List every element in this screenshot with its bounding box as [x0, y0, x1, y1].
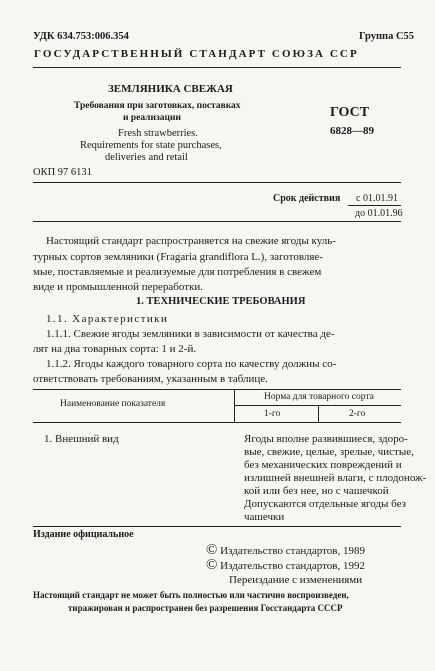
table-row-1-text-2: вые, свежие, целые, зрелые, чистые,: [244, 446, 414, 458]
table-row-1-text-1: Ягоды вполне развившиеся, здоро-: [244, 433, 408, 445]
copyright-symbol-icon: ©: [206, 542, 218, 558]
validity-divider: [33, 221, 401, 222]
table-row-1-text-3: без механических повреждений и: [244, 459, 402, 471]
reprint-note: Переиздание с изменениями: [229, 574, 363, 586]
intro-line-4: виде и промышленной переработки.: [33, 281, 204, 293]
section-heading: 1. ТЕХНИЧЕСКИЕ ТРЕБОВАНИЯ: [136, 296, 306, 307]
footer-divider: [33, 526, 401, 527]
notice-line-1: Настоящий стандарт не может быть полностью или частично воспроизведен,: [33, 590, 349, 600]
subtitle-line-2: и реализации: [123, 113, 181, 123]
udk-code: УДК 634.753:006.354: [33, 31, 129, 42]
table-row-1-text-5: кой или без нее, но с чашечкой: [244, 485, 389, 497]
section-1-1-1-line-2: лят на два товарных сорта: 1 и 2-й.: [33, 343, 197, 355]
table-header-grade-1: 1-го: [264, 409, 281, 419]
group-code: Группа С55: [359, 31, 415, 42]
english-title-line-1: Fresh strawberries.: [118, 128, 198, 139]
subtitle-line-1: Требования при заготовках, поставках: [74, 101, 241, 111]
copyright-1992: © Издательство стандартов, 1992: [206, 557, 365, 573]
org-title: ГОСУДАРСТВЕННЫЙ СТАНДАРТ СОЮЗА ССР: [34, 48, 359, 60]
intro-line-1: Настоящий стандарт распространяется на свежие ягоды куль-: [46, 235, 336, 247]
gost-label: ГОСТ: [330, 105, 370, 120]
document-title: ЗЕМЛЯНИКА СВЕЖАЯ: [108, 83, 233, 95]
table-row-1-indicator: 1. Внешний вид: [44, 433, 119, 445]
okp-code: ОКП 97 6131: [33, 167, 92, 178]
table-header-norm: Норма для товарного сорта: [264, 392, 374, 402]
official-edition: Издание официальное: [33, 529, 134, 540]
table-grade-divider: [318, 405, 319, 422]
copyright-symbol-icon: ©: [206, 557, 218, 573]
table-row-1-text-6: Допускаются отдельные ягоды без: [244, 498, 406, 510]
intro-line-2: турных сортов земляники (Fragaria grandiflora L.), заготовляе-: [33, 251, 323, 263]
validity-from: с 01.01.91: [356, 193, 398, 204]
table-header-indicator: Наименование показателя: [60, 399, 166, 409]
title-divider: [33, 182, 401, 183]
validity-to: до 01.01.96: [355, 208, 403, 219]
english-title-line-3: deliveries and retail: [105, 152, 188, 163]
section-1-1-2-line-1: 1.1.2. Ягоды каждого товарного сорта по качеству должны со-: [46, 358, 337, 370]
table-header-bottom: [33, 422, 401, 423]
section-1-1: 1.1. Характеристики: [46, 313, 169, 325]
table-row-1-text-7: чашечки: [244, 511, 285, 523]
table-row-1-text-4: излишней внешней влаги, с плодонож-: [244, 472, 427, 484]
table-header-grade-2: 2-го: [349, 409, 366, 419]
validity-line: [348, 205, 401, 206]
gost-number: 6828—89: [330, 125, 374, 137]
table-top-border: [33, 389, 401, 390]
intro-line-3: мые, поставляемые и реализуемые для потребления в свежем: [33, 266, 322, 278]
english-title-line-2: Requirements for state purchases,: [80, 140, 222, 151]
validity-label: Срок действия: [273, 193, 341, 204]
copyright-1989: © Издательство стандартов, 1989: [206, 542, 365, 558]
section-1-1-1-line-1: 1.1.1. Свежие ягоды земляники в зависимости от качества де-: [46, 328, 335, 340]
section-1-1-2-line-2: ответствовать требованиям, указанным в таблице.: [33, 373, 268, 385]
header-divider: [33, 67, 401, 68]
notice-line-2: тиражирован и распространен без разрешения Госстандарта СССР: [68, 603, 343, 613]
